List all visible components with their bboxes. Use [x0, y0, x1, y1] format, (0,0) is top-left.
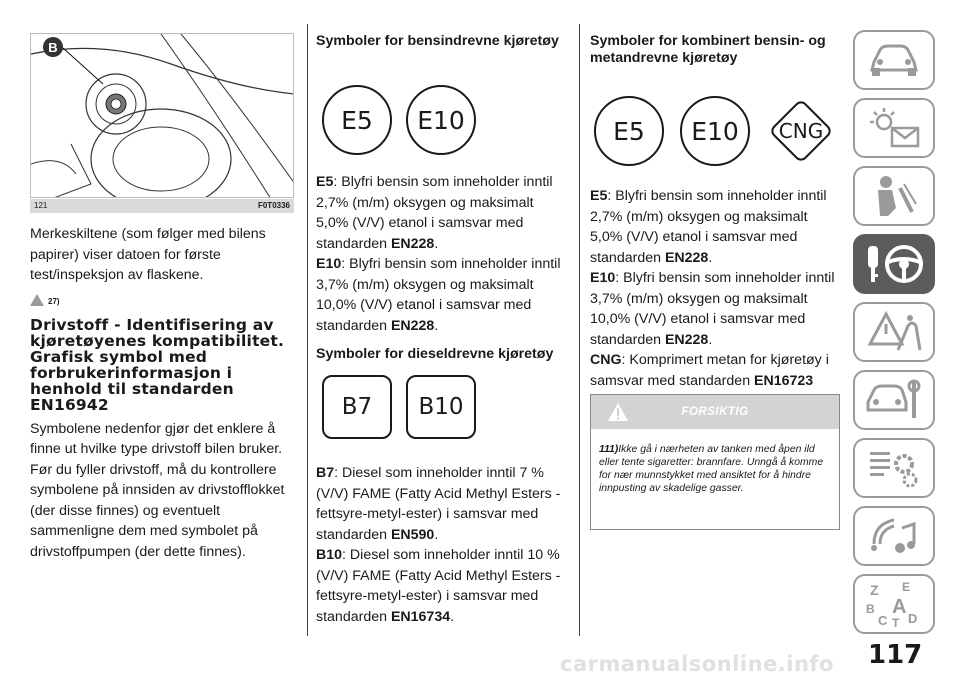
- car-tools-icon: [864, 378, 924, 422]
- caution-ref: 111): [599, 444, 619, 455]
- petrol-descriptions: [316, 172, 566, 363]
- key-steering-wheel-icon: [862, 242, 926, 286]
- combo-symbols-title: Symboler for kombinert bensin- og metandrevne kjøretøy: [590, 33, 826, 66]
- b10-label: B10: [316, 547, 343, 563]
- combo-e10-symbol-text: E10: [691, 116, 739, 146]
- figure-code: F0T0336: [257, 201, 290, 210]
- e10-symbol-circle: [406, 85, 476, 155]
- caution-body: [591, 429, 839, 495]
- sidebar-tab-index[interactable]: [853, 574, 935, 634]
- petrol-symbols-title: Symboler for bensindrevne kjøretøy: [316, 33, 559, 49]
- combo-e10-standard: EN228: [664, 331, 709, 348]
- fuel-filler-illustration: [31, 34, 294, 198]
- e5-standard: EN228: [390, 235, 435, 252]
- sidebar-tab-maintenance[interactable]: [853, 370, 935, 430]
- column-divider-1: [307, 24, 308, 636]
- svg-text:A: A: [892, 596, 907, 618]
- multimedia-icon: [864, 514, 924, 558]
- section-heading: Drivstoff - Identifisering av kjøretøyenes kompatibilitet. Grafisk symbol med forbrukerinformasjon i henhold til standarden EN16942: [30, 315, 285, 414]
- figure-number: 121: [34, 201, 48, 210]
- cng-text: : Komprimert metan for kjøretøy i samsvar med standarden: [590, 352, 829, 389]
- b10-standard: EN16734: [390, 608, 451, 625]
- cng-symbol-text: CNG: [778, 119, 824, 143]
- svg-text:B: B: [866, 602, 875, 616]
- page-number: 117: [868, 640, 923, 670]
- cng-standard: EN16723: [754, 372, 814, 389]
- column-right: [590, 33, 840, 67]
- svg-text:C: C: [878, 613, 888, 628]
- sidebar-tab-technical[interactable]: [853, 438, 935, 498]
- combo-e10-text: : Blyfri bensin som inneholder inntil 3,7% (m/m) oksygen og maksimalt 10,0% (V/V) etanol i samsvar med standarden: [590, 270, 835, 348]
- lights-message-icon: [864, 106, 924, 150]
- combo-e10-description: E10: Blyfri bensin som inneholder inntil 3,7% (m/m) oksygen og maksimalt 10,0% (V/V) etanol i samsvar med standarden EN228.: [590, 270, 835, 348]
- combo-e5-standard: EN228: [664, 249, 709, 266]
- combo-e5-text: : Blyfri bensin som inneholder inntil 2,7% (m/m) oksygen og maksimalt 5,0% (V/V) etanol i samsvar med standarden: [590, 188, 827, 266]
- combo-e5-symbol-text: E5: [613, 116, 645, 146]
- warning-triangle-icon: [30, 294, 44, 306]
- sidebar-tab-emergency[interactable]: [853, 302, 935, 362]
- b7-standard: EN590: [390, 526, 435, 543]
- combo-e5-symbol-circle: [594, 96, 664, 166]
- svg-text:D: D: [908, 611, 918, 626]
- figure-marker-label: B: [48, 40, 58, 55]
- e5-text: : Blyfri bensin som inneholder inntil 2,7% (m/m) oksygen og maksimalt 5,0% (V/V) etanol i samsvar med standarden: [316, 174, 553, 252]
- combo-e10-symbol-circle: [680, 96, 750, 166]
- caution-box: [590, 394, 840, 530]
- b7-symbol-text: B7: [341, 394, 373, 420]
- b10-text: : Diesel som inneholder inntil 10 % (V/V) FAME (Fatty Acid Methyl Esters - fettsyre-metyl-ester) i samsvar med standarden: [316, 547, 561, 625]
- e10-standard: EN228: [390, 317, 435, 334]
- e10-text: : Blyfri bensin som inneholder inntil 3,7% (m/m) oksygen og maksimalt 10,0% (V/V) etanol i samsvar med standarden: [316, 256, 561, 334]
- combo-descriptions: [590, 186, 840, 391]
- diesel-symbols-title: Symboler for dieseldrevne kjøretøy: [316, 346, 554, 362]
- b7-text: : Diesel som inneholder inntil 7 % (V/V) FAME (Fatty Acid Methyl Esters - fettsyre-metyl-ester) i samsvar med standarden: [316, 465, 561, 543]
- combo-e10-label: E10: [590, 270, 616, 286]
- watermark: carmanualsonline.info: [560, 652, 834, 676]
- svg-text:T: T: [892, 616, 900, 629]
- combo-e5-label: E5: [590, 188, 608, 204]
- section-body: Symbolene nedenfor gjør det enklere å finne ut hvilke type drivstoff bilen bruker. Før du fyller drivstoff, må du kontrollere symbolene på innsiden av drivstofflokket (der disse finnes) og eventuelt sammenligne dem med symbolet på drivstoffpumpen (der dette finnes).: [30, 420, 285, 560]
- car-front-icon: [866, 40, 922, 80]
- b10-description: B10: Diesel som inneholder inntil 10 % (V/V) FAME (Fatty Acid Methyl Esters - fettsyre-metyl-ester) i samsvar med standarden EN16734.: [316, 547, 561, 625]
- column-divider-2: [579, 24, 580, 636]
- intro-paragraph: Merkeskiltene (som følger med bilens papirer) viser datoen for første test/inspeksjon av flaskene.: [30, 226, 266, 283]
- sidebar-tab-safety[interactable]: [853, 166, 935, 226]
- b10-symbol-square: [406, 375, 476, 439]
- e10-description: E10: Blyfri bensin som inneholder inntil 3,7% (m/m) oksygen og maksimalt 10,0% (V/V) etanol i samsvar med standarden EN228.: [316, 256, 561, 334]
- b7-symbol-square: [322, 375, 392, 439]
- e10-label: E10: [316, 256, 342, 272]
- svg-text:Z: Z: [870, 582, 879, 598]
- column-left: [30, 224, 300, 562]
- caution-text: Ikke gå i nærheten av tanken med åpen ild eller tente sigaretter: brannfare. Unngå å komme for nær munnstykket med ansiktet for å hindre innpusting av skadelige gasser.: [599, 444, 824, 494]
- diesel-descriptions: [316, 463, 566, 627]
- e5-description: E5: Blyfri bensin som inneholder inntil 2,7% (m/m) oksygen og maksimalt 5,0% (V/V) etanol i samsvar med standarden EN228.: [316, 174, 553, 252]
- b7-description: B7: Diesel som inneholder inntil 7 % (V/V) FAME (Fatty Acid Methyl Esters - fettsyre-metyl-ester) i samsvar med standarden EN590.: [316, 465, 561, 543]
- e5-symbol-text: E5: [341, 105, 373, 135]
- e5-symbol-circle: [322, 85, 392, 155]
- sidebar-tab-lights[interactable]: [853, 98, 935, 158]
- e10-symbol-text: E10: [417, 105, 465, 135]
- warning-reference: [30, 292, 300, 306]
- cng-symbol-diamond: [766, 96, 836, 166]
- sidebar-tab-multimedia[interactable]: [853, 506, 935, 566]
- caution-triangle-icon: [607, 402, 629, 422]
- maintenance-gears-icon: [864, 446, 924, 490]
- fuel-cap-figure: [30, 33, 294, 198]
- figure-caption: [30, 199, 294, 213]
- sidebar-tab-car[interactable]: [853, 30, 935, 90]
- cng-description: [590, 350, 840, 391]
- e5-label: E5: [316, 174, 334, 190]
- column-middle: [316, 33, 566, 50]
- warning-road-icon: [864, 310, 924, 354]
- b10-symbol-text: B10: [418, 394, 464, 420]
- combo-e5-description: E5: Blyfri bensin som inneholder inntil 2,7% (m/m) oksygen og maksimalt 5,0% (V/V) etanol i samsvar med standarden EN228.: [590, 188, 827, 266]
- b7-label: B7: [316, 465, 335, 481]
- caution-title: FORSIKTIG: [681, 406, 749, 418]
- warning-reference-number: 27): [48, 296, 60, 306]
- airbag-seatbelt-icon: [866, 174, 922, 218]
- sidebar-tab-driving[interactable]: [853, 234, 935, 294]
- svg-text:E: E: [902, 580, 911, 594]
- index-letters-icon: [862, 579, 926, 629]
- cng-label: CNG: [590, 352, 622, 368]
- caution-header: [591, 395, 839, 429]
